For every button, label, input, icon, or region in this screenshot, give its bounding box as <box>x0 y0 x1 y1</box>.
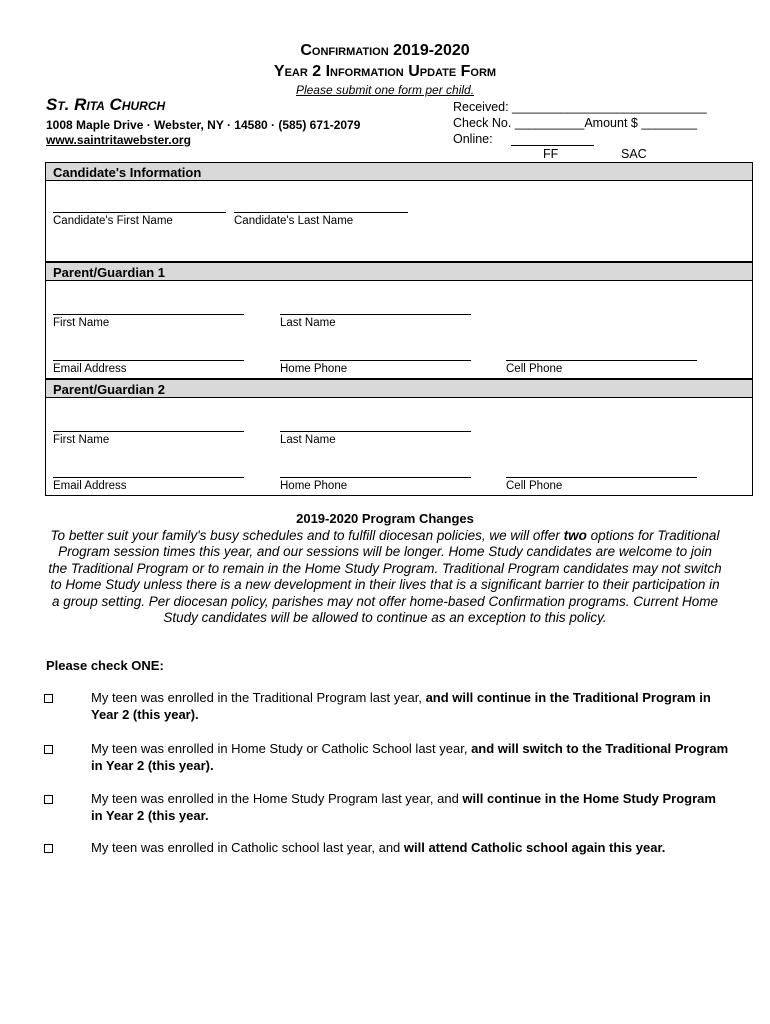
form-title-line2: Year 2 Information Update Form <box>273 63 497 80</box>
submit-note: Please submit one form per child. <box>295 83 475 97</box>
church-website[interactable]: www.saintritawebster.org <box>46 133 191 147</box>
option-1-text: My teen was enrolled in the Traditional Program last year, and will continue in the Traditional Program in Year 2 (this year). <box>91 690 711 722</box>
church-name: St. Rita Church <box>46 95 166 114</box>
parent1-first-name-label: First Name <box>53 317 110 329</box>
program-changes-title: 2019-2020 Program Changes <box>296 511 474 526</box>
candidate-last-name-input[interactable] <box>234 212 408 213</box>
parent2-section-heading: Parent/Guardian 2 <box>45 379 753 398</box>
parent1-email-label: Email Address <box>53 363 127 375</box>
parent1-cell-phone-label: Cell Phone <box>506 363 563 375</box>
parent1-first-name-input[interactable] <box>53 314 244 315</box>
parent2-email-input[interactable] <box>53 477 244 478</box>
online-label: Online: <box>453 132 493 146</box>
option-3-text: My teen was enrolled in the Home Study Program last year, and will continue in the Home Study Program in Year 2 (this year. <box>91 791 716 823</box>
parent1-home-phone-label: Home Phone <box>280 363 348 375</box>
option-4-checkbox[interactable] <box>44 844 53 853</box>
check-amount-field: Check No. __________Amount $ ________ <box>453 116 697 130</box>
parent2-last-name-label: Last Name <box>280 434 336 446</box>
received-field: Received: ____________________________ <box>453 100 707 114</box>
program-changes-text: To better suit your family's busy schedules and to fulfill diocesan policies, we will offer two options for Traditional Program session times this year, and our sessions will be longer. Home Study candidates are welcome to join the Traditional Program or to remain in the Home Study Program. Traditional Program candidates may not switch to Home Study unless there is a new development in their lives that is a significant barrier to their participation in a group setting. Per diocesan policy, parishes may not offer home-based Confirmation programs. Current Home Study candidates will be allowed to continue as an exception to this policy. <box>48 528 722 626</box>
ff-label: FF <box>543 147 559 161</box>
parent2-home-phone-input[interactable] <box>280 477 471 478</box>
candidate-section-heading: Candidate's Information <box>45 162 753 181</box>
parent1-home-phone-input[interactable] <box>280 360 471 361</box>
parent2-last-name-input[interactable] <box>280 431 471 432</box>
parent2-email-label: Email Address <box>53 480 127 492</box>
parent1-section <box>45 281 753 379</box>
parent1-section-heading: Parent/Guardian 1 <box>45 262 753 281</box>
parent1-last-name-label: Last Name <box>280 317 336 329</box>
candidate-first-name-label: Candidate's First Name <box>53 215 173 227</box>
candidate-first-name-input[interactable] <box>53 212 226 213</box>
option-1-checkbox[interactable] <box>44 694 53 703</box>
parent1-last-name-input[interactable] <box>280 314 471 315</box>
check-one-heading: Please check ONE: <box>46 658 164 673</box>
option-3-checkbox[interactable] <box>44 795 53 804</box>
parent1-cell-phone-input[interactable] <box>506 360 697 361</box>
candidate-last-name-label: Candidate's Last Name <box>234 215 354 227</box>
church-address: 1008 Maple Drive · Webster, NY · 14580 · (585) 671-2079 <box>46 118 361 132</box>
parent2-first-name-label: First Name <box>53 434 110 446</box>
parent2-cell-phone-input[interactable] <box>506 477 697 478</box>
parent1-email-input[interactable] <box>53 360 244 361</box>
option-2-text: My teen was enrolled in Home Study or Catholic School last year, and will switch to the Traditional Program in Year 2 (this year). <box>91 741 729 773</box>
parent2-section <box>45 398 753 496</box>
sac-label: SAC <box>621 147 647 161</box>
option-2-checkbox[interactable] <box>44 745 53 754</box>
form-title-line1: Confirmation 2019-2020 <box>300 42 470 59</box>
option-4-text: My teen was enrolled in Catholic school last year, and will attend Catholic school again this year. <box>91 840 666 855</box>
parent2-first-name-input[interactable] <box>53 431 244 432</box>
parent2-cell-phone-label: Cell Phone <box>506 480 563 492</box>
parent2-home-phone-label: Home Phone <box>280 480 348 492</box>
